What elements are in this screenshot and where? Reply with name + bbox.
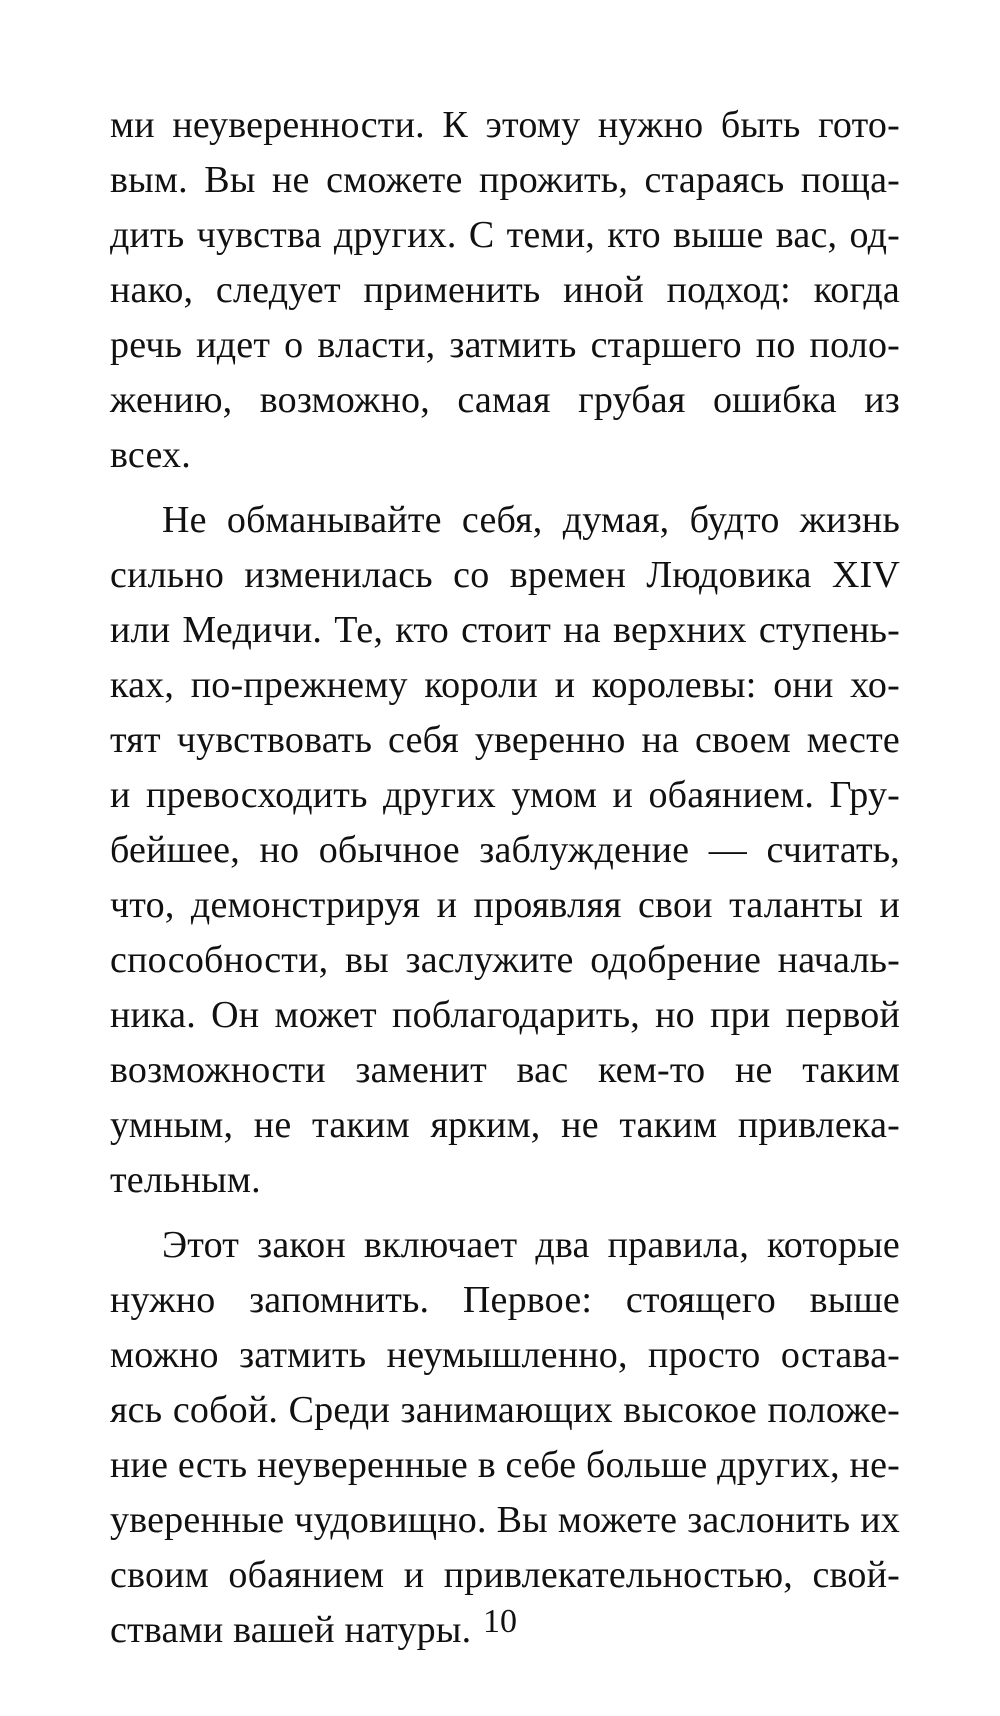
text-line: нако, следует применить иной подход: когда: [110, 269, 900, 311]
text-line: Этот закон включает два правила, которые: [162, 1224, 900, 1266]
text-line: Не обманывайте себя, думая, будто жизнь: [162, 499, 900, 541]
text-line: уверенные чудовищно. Вы можете заслонить их: [110, 1499, 900, 1541]
text-line: ника. Он может поблагодарить, но при первой: [110, 994, 900, 1036]
text-line: тят чувствовать себя уверенно на своем месте: [110, 719, 900, 761]
body-text: [110, 98, 900, 1668]
paragraph-2: [110, 493, 900, 1208]
text-line: что, демонстрируя и проявляя свои таланты и: [110, 884, 900, 926]
text-line: вым. Вы не сможете прожить, стараясь поща-: [110, 159, 900, 201]
text-line: ствами вашей натуры.: [110, 1609, 472, 1651]
text-line: своим обаянием и привлекательностью, свой-: [110, 1554, 900, 1596]
text-line: ние есть неуверенные в себе больше других, не-: [110, 1444, 900, 1486]
text-line: нужно запомнить. Первое: стоящего выше: [110, 1279, 900, 1321]
text-line: ясь собой. Среди занимающих высокое положе-: [110, 1389, 900, 1431]
text-line: возможности заменит вас кем-то не таким: [110, 1049, 900, 1091]
page-number: 10: [483, 1603, 517, 1640]
text-line: ми неуверенности. К этому нужно быть гото-: [110, 104, 900, 146]
text-line: тельным.: [110, 1159, 261, 1201]
text-line: бейшее, но обычное заблуждение — считать,: [110, 829, 900, 871]
text-line: жению, возможно, самая грубая ошибка из: [110, 379, 900, 421]
text-line: ках, по-прежнему короли и королевы: они хо-: [110, 664, 900, 706]
paragraph-1: [110, 98, 900, 483]
text-line: сильно изменилась со времен Людовика XIV: [110, 554, 900, 596]
text-line: речь идет о власти, затмить старшего по поло-: [110, 324, 900, 366]
text-line: всех.: [110, 434, 191, 476]
text-line: дить чувства других. С теми, кто выше вас, од-: [110, 214, 900, 256]
text-line: способности, вы заслужите одобрение началь-: [110, 939, 900, 981]
paragraph-3: [110, 1218, 900, 1658]
text-line: можно затмить неумышленно, просто остава-: [110, 1334, 900, 1376]
text-line: умным, не таким ярким, не таким привлека-: [110, 1104, 900, 1146]
text-line: и превосходить других умом и обаянием. Гру-: [110, 774, 900, 816]
text-line: или Медичи. Те, кто стоит на верхних ступень-: [110, 609, 900, 651]
